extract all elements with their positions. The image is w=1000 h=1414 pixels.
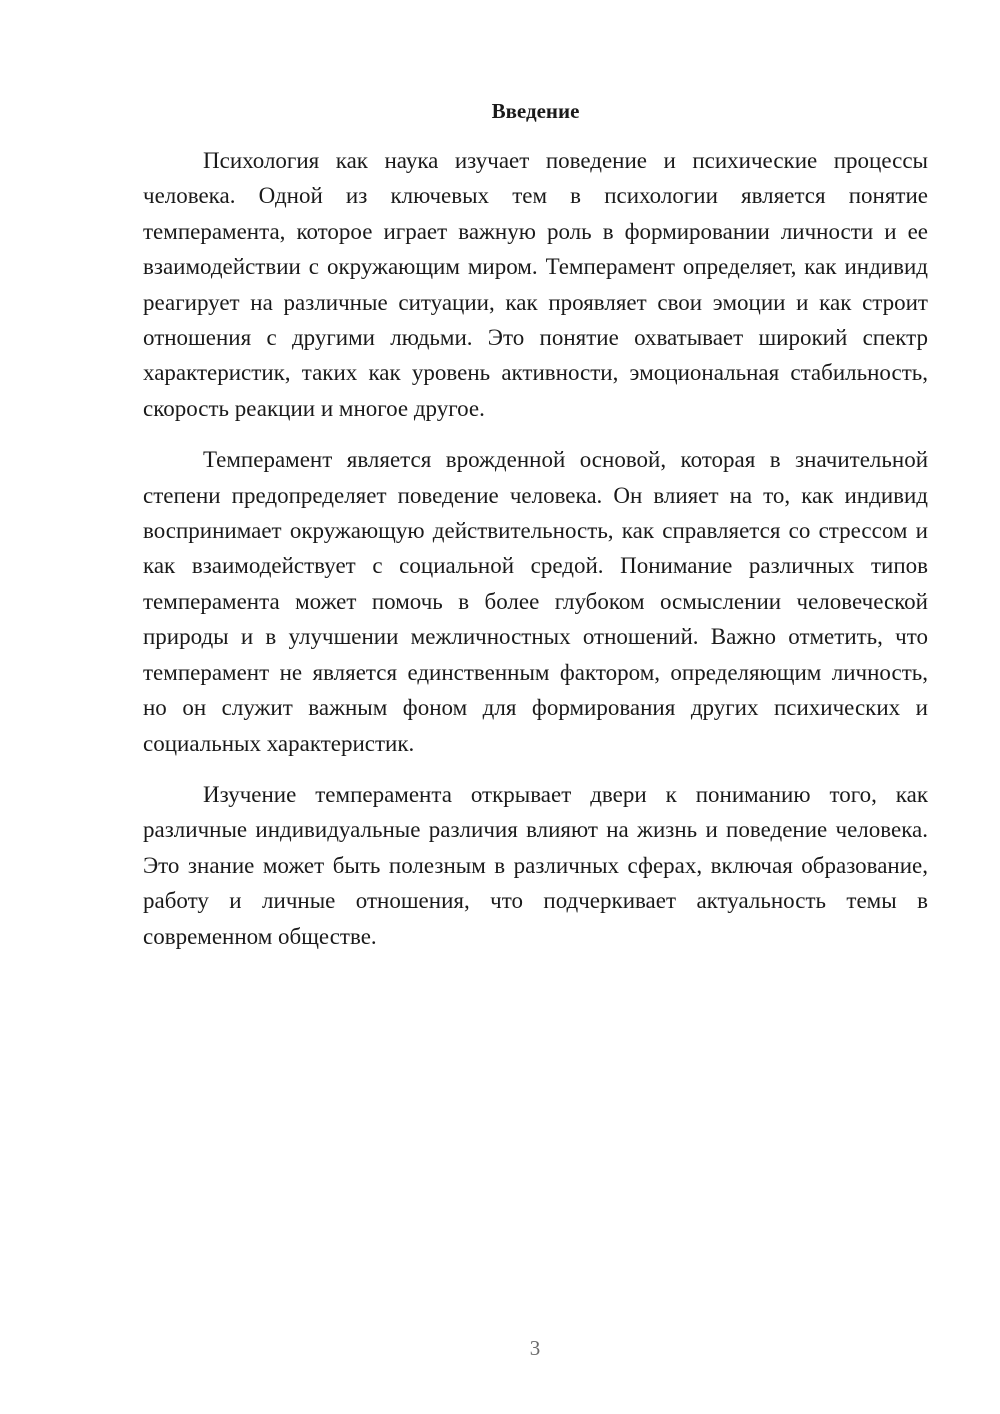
paragraph-1: Психология как наука изучает поведение и психические процессы человека. Одной из ключевых тем в психологии является понятие темперамента, которое играет важную роль в формировании личности и ее взаимодействии с окружающим миром. Темперамент определяет, как индивид реагирует на различные ситуации, как проявляет свои эмоции и как строит отношения с другими людьми. Это понятие охватывает широкий спектр характеристик, таких как уровень активности, эмоциональная стабильность, скорость реакции и многое другое. [143, 148, 928, 421]
page-number: 3 [529, 1336, 541, 1360]
paragraph-2: Темперамент является врожденной основой, которая в значительной степени предопределяет поведение человека. Он влияет на то, как индивид воспринимает окружающую действительность, как справляется со стрессом и как взаимодействует с социальной средой. Понимание различных типов темперамента может помочь в более глубоком осмыслении человеческой природы и в улучшении межличностных отношений. Важно отметить, что темперамент не является единственным фактором, определяющим личность, но он служит важным фоном для формирования других психических и социальных характеристик. [143, 447, 928, 756]
body-text [143, 143, 928, 970]
section-heading: Введение [491, 99, 580, 123]
paragraph-3: Изучение темперамента открывает двери к пониманию того, как различные индивидуальные различия влияют на жизнь и поведение человека. Это знание может быть полезным в различных сферах, включая образование, работу и личные отношения, что подчеркивает актуальность темы в современном обществе. [143, 781, 928, 949]
